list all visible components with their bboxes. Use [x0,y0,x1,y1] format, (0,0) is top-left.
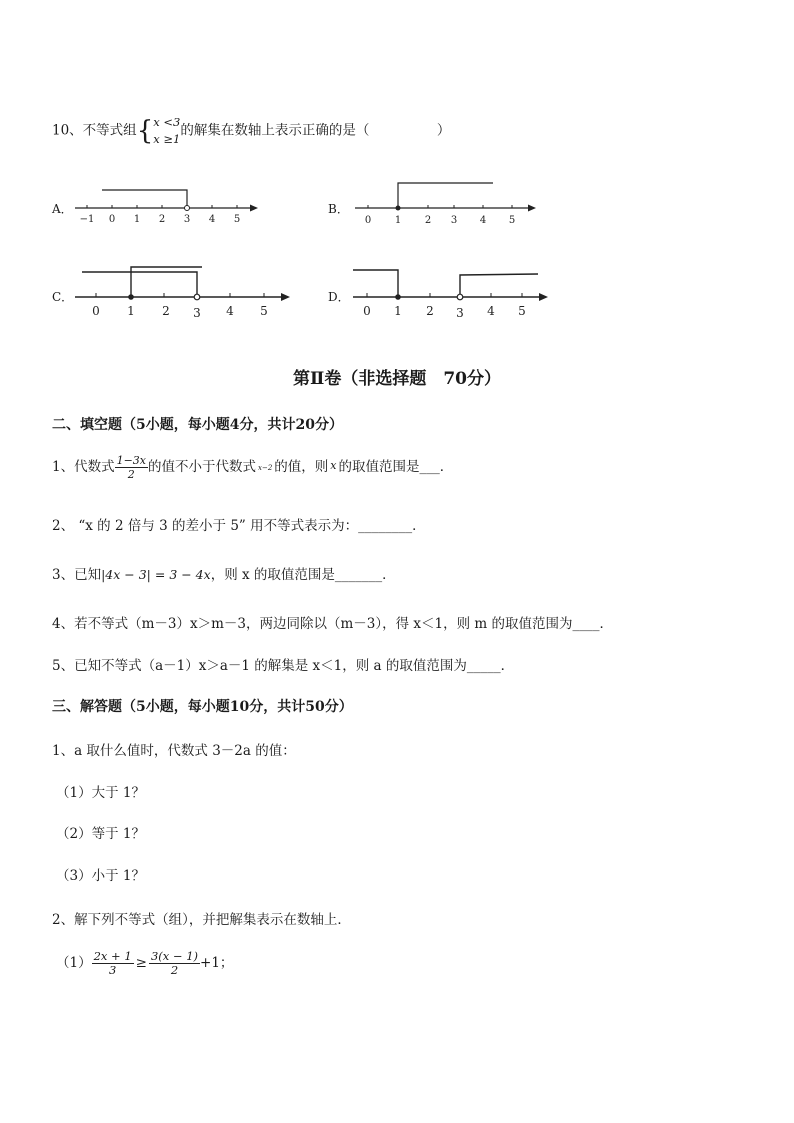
answer-question-1-part-3: （3）小于 1？ [56,868,145,884]
tick-label: 2 [158,214,166,225]
tick-label: 1 [127,304,135,318]
tick-label: 3 [450,215,458,226]
solution-ray-left [82,272,197,297]
tick-label: −1 [79,214,95,225]
fq1-small-expr: x−2 [258,463,273,472]
fq1-mid: 的值不小于代数式 [148,459,257,475]
brace-icon: { [136,116,154,146]
number-line-b [350,180,550,234]
arrow-icon [281,293,290,301]
part-2-title: 第Ⅱ卷（非选择题 70分） [293,369,501,389]
tick-label: 0 [364,215,372,226]
system-line-1: x <3 [153,115,181,129]
fraction-numerator: 1−3x [116,454,147,467]
fill-question-4: 4、若不等式（m－3）x＞m－3，两边同除以（m－3），得 x＜1，则 m 的取值范围为____． [52,616,614,632]
number-line-a [70,180,270,234]
answer-question-2: 2、解下列不等式（组），并把解集表示在数轴上． [52,912,351,928]
arrow-icon [539,293,548,301]
fraction-left [92,950,134,977]
fill-question-3 [52,563,396,583]
solution-ray-right [460,274,538,297]
tick-label: 3 [183,214,191,225]
q10-suffix: 的解集在数轴上表示正确的是（ ） [180,122,451,139]
option-c-label: C． [52,290,74,304]
tick-label: 2 [162,304,170,318]
filled-dot-icon [128,294,134,300]
tick-label: 5 [508,215,516,226]
tick-label: 2 [424,215,432,226]
arrow-icon [528,205,536,212]
tick-label: 5 [518,304,526,318]
fraction-denominator: 2 [170,963,179,977]
fraction-denominator: 2 [127,468,135,481]
fill-question-1 [52,454,453,481]
fq1-pre: 1、代数式 [52,459,115,475]
option-a-label: A． [52,202,73,216]
answer-question-1-part-2: （2）等于 1？ [56,826,145,842]
tick-label: 2 [426,304,434,318]
answer-question-2-part-1 [56,950,233,977]
aq2-tail: +1； [200,955,234,971]
solution-ray-left [353,270,398,297]
solution-ray [398,183,493,208]
tick-label: 4 [479,215,487,226]
fraction [115,454,148,481]
fq1-post: 的值，则 [274,459,329,475]
aq2-operator: ≥ [135,955,147,971]
fraction-numerator: 3(x − 1) [150,949,199,963]
question-10 [52,114,450,148]
number-line-c [70,262,300,326]
fill-question-5: 5、已知不等式（a－1）x＞a－1 的解集是 x＜1，则 a 的取值范围为_____． [52,658,515,674]
open-circle-icon [457,294,463,300]
system-line-2: x ≥1 [153,132,181,146]
number-line-d [350,262,560,326]
fq3-expr: |4x − 3| = 3 − 4x [101,567,211,582]
fq3-pre: 3、已知 [52,567,102,583]
tick-label: 4 [226,304,234,318]
tick-label: 1 [394,215,402,226]
fill-question-2: 2、 “x 的 2 倍与 3 的差小于 5” 用不等式表示为：________． [52,518,426,534]
tick-label: 5 [260,304,268,318]
tick-label: 0 [363,304,371,318]
tick-label: 1 [133,214,141,225]
fraction-denominator: 3 [108,963,117,977]
tick-label: 3 [456,306,464,320]
open-circle-icon [194,294,200,300]
section-2-header: 二、填空题（5小题，每小题4分，共计20分） [52,417,343,433]
aq2-label: （1） [56,955,92,971]
option-d-label: D． [328,290,350,304]
answer-question-1-part-1: （1）大于 1？ [56,785,145,801]
tick-label: 5 [233,214,241,225]
tick-label: 4 [487,304,495,318]
fq3-post: ，则 x 的取值范围是_______． [210,567,396,583]
open-circle-icon [185,206,190,211]
filled-dot-icon [395,294,401,300]
section-3-header: 三、解答题（5小题，每小题10分，共计50分） [52,699,353,715]
fq1-end: 的取值范围是___． [338,459,454,475]
arrow-icon [250,205,258,212]
q10-prefix: 10、不等式组 [52,122,137,139]
solution-ray [102,190,187,208]
tick-label: 0 [108,214,116,225]
tick-label: 3 [193,306,201,320]
answer-question-1: 1、a 取什么值时，代数式 3－2a 的值： [52,743,296,759]
tick-label: 0 [92,304,100,318]
filled-dot-icon [396,206,401,211]
option-b-label: B． [328,202,349,216]
fq1-var: x [330,459,337,472]
fraction-right [149,950,200,977]
inequality-system [153,114,180,148]
tick-label: 4 [208,214,216,225]
fraction-numerator: 2x + 1 [93,949,132,963]
tick-label: 1 [394,304,402,318]
